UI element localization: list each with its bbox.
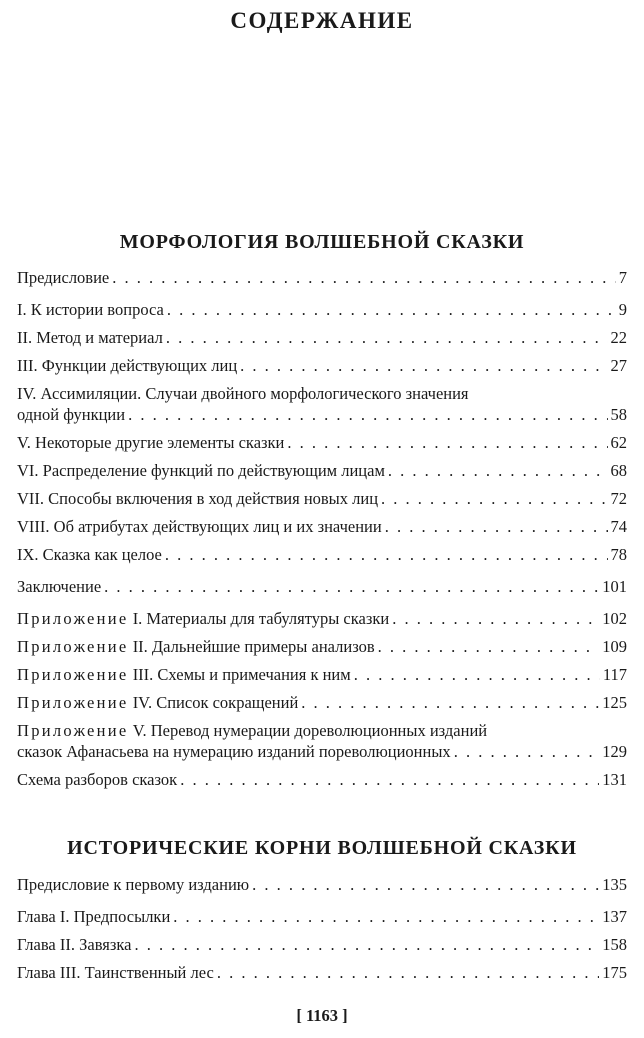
entry-title: Схема разборов сказок	[17, 770, 178, 789]
entry-page: 62	[610, 433, 627, 452]
dot-leader	[287, 432, 607, 453]
entry-page: 74	[610, 517, 627, 536]
toc-entry[interactable]	[17, 720, 627, 762]
toc-entry[interactable]	[17, 576, 627, 597]
dot-leader	[166, 327, 608, 348]
toc-entry[interactable]	[17, 488, 627, 509]
entry-page: 9	[618, 300, 627, 319]
entry-page: 72	[610, 489, 627, 508]
entry-title: I. Материалы для табулятуры сказки	[128, 609, 390, 628]
toc-morphology	[17, 267, 627, 790]
toc-entry[interactable]	[17, 327, 627, 348]
section-title-historical-roots: ИСТОРИЧЕСКИЕ КОРНИ ВОЛШЕБНОЙ СКАЗКИ	[67, 837, 577, 859]
dot-leader	[104, 576, 599, 597]
entry-title-line1: IV. Ассимиляции. Случаи двойного морфологического значения	[17, 384, 469, 403]
toc-entry[interactable]	[17, 383, 627, 425]
dot-leader	[252, 874, 599, 895]
entry-page: 131	[602, 770, 627, 789]
dot-leader	[240, 355, 607, 376]
dot-leader	[112, 267, 616, 288]
page-title: СОДЕРЖАНИЕ	[230, 8, 414, 33]
dot-leader	[354, 664, 600, 685]
entry-page: 58	[610, 405, 627, 424]
toc-entry[interactable]	[17, 267, 627, 288]
entry-page: 7	[618, 268, 627, 287]
entry-page: 68	[610, 461, 627, 480]
entry-title: Глава III. Таинственный лес	[17, 963, 214, 982]
entry-title: V. Некоторые другие элементы сказки	[17, 433, 285, 452]
entry-page: 22	[610, 328, 627, 347]
entry-page: 137	[602, 907, 627, 926]
toc-entry[interactable]	[17, 460, 627, 481]
dot-leader	[392, 608, 599, 629]
dot-leader	[301, 692, 599, 713]
dot-leader	[128, 404, 607, 425]
entry-title: Предисловие	[17, 268, 110, 287]
toc-entry[interactable]	[17, 962, 627, 983]
entry-page: 117	[602, 665, 627, 684]
entry-title: VIII. Об атрибутах действующих лиц и их значении	[17, 517, 382, 536]
entry-title: VII. Способы включения в ход действия новых лиц	[17, 489, 379, 508]
appendix-prefix: Приложение	[17, 693, 129, 712]
entry-page: 175	[602, 963, 627, 982]
dot-leader	[180, 769, 599, 790]
entry-page: 135	[602, 875, 627, 894]
dot-leader	[454, 741, 600, 762]
entry-title: Заключение	[17, 577, 102, 596]
entry-title: IX. Сказка как целое	[17, 545, 162, 564]
section-title-morphology: МОРФОЛОГИЯ ВОЛШЕБНОЙ СКАЗКИ	[119, 231, 525, 253]
entry-page: 158	[602, 935, 627, 954]
appendix-prefix: Приложение	[17, 721, 129, 740]
toc-entry[interactable]	[17, 636, 627, 657]
entry-page: 125	[602, 693, 627, 712]
entry-title-line1: V. Перевод нумерации дореволюционных изданий	[128, 721, 488, 740]
entry-page: 78	[610, 545, 627, 564]
toc-entry[interactable]	[17, 516, 627, 537]
dot-leader	[217, 962, 599, 983]
dot-leader	[134, 934, 599, 955]
toc-entry[interactable]	[17, 934, 627, 955]
entry-title: I. К истории вопроса	[17, 300, 164, 319]
toc-entry[interactable]	[17, 906, 627, 927]
toc-entry[interactable]	[17, 432, 627, 453]
entry-page: 129	[602, 742, 627, 761]
dot-leader	[165, 544, 608, 565]
entry-page: 27	[610, 356, 627, 375]
dot-leader	[378, 636, 600, 657]
dot-leader	[388, 460, 608, 481]
entry-page: 109	[602, 637, 627, 656]
entry-title: III. Функции действующих лиц	[17, 356, 238, 375]
dot-leader	[381, 488, 607, 509]
entry-title-line2: сказок Афанасьева на нумерацию изданий пореволюционных	[17, 742, 451, 761]
entry-title: IV. Список сокращений	[128, 693, 299, 712]
dot-leader	[167, 299, 616, 320]
appendix-prefix: Приложение	[17, 609, 129, 628]
entry-title-line2: одной функции	[17, 405, 126, 424]
dot-leader	[385, 516, 608, 537]
page-number: [ 1163 ]	[296, 1006, 348, 1025]
toc-entry[interactable]	[17, 874, 627, 895]
toc-historical-roots	[17, 874, 627, 983]
toc-entry[interactable]	[17, 299, 627, 320]
entry-title: II. Метод и материал	[17, 328, 163, 347]
toc-entry[interactable]	[17, 544, 627, 565]
entry-title: II. Дальнейшие примеры анализов	[128, 637, 375, 656]
toc-entry[interactable]	[17, 692, 627, 713]
toc-entry[interactable]	[17, 664, 627, 685]
entry-title: Глава II. Завязка	[17, 935, 132, 954]
appendix-prefix: Приложение	[17, 665, 129, 684]
entry-title: VI. Распределение функций по действующим лицам	[17, 461, 385, 480]
entry-title: III. Схемы и примечания к ним	[128, 665, 351, 684]
dot-leader	[173, 906, 599, 927]
toc-entry[interactable]	[17, 769, 627, 790]
entry-page: 101	[602, 577, 627, 596]
entry-page: 102	[602, 609, 627, 628]
entry-title: Предисловие к первому изданию	[17, 875, 250, 894]
toc-entry[interactable]	[17, 608, 627, 629]
appendix-prefix: Приложение	[17, 637, 129, 656]
entry-title: Глава I. Предпосылки	[17, 907, 171, 926]
toc-entry[interactable]	[17, 355, 627, 376]
